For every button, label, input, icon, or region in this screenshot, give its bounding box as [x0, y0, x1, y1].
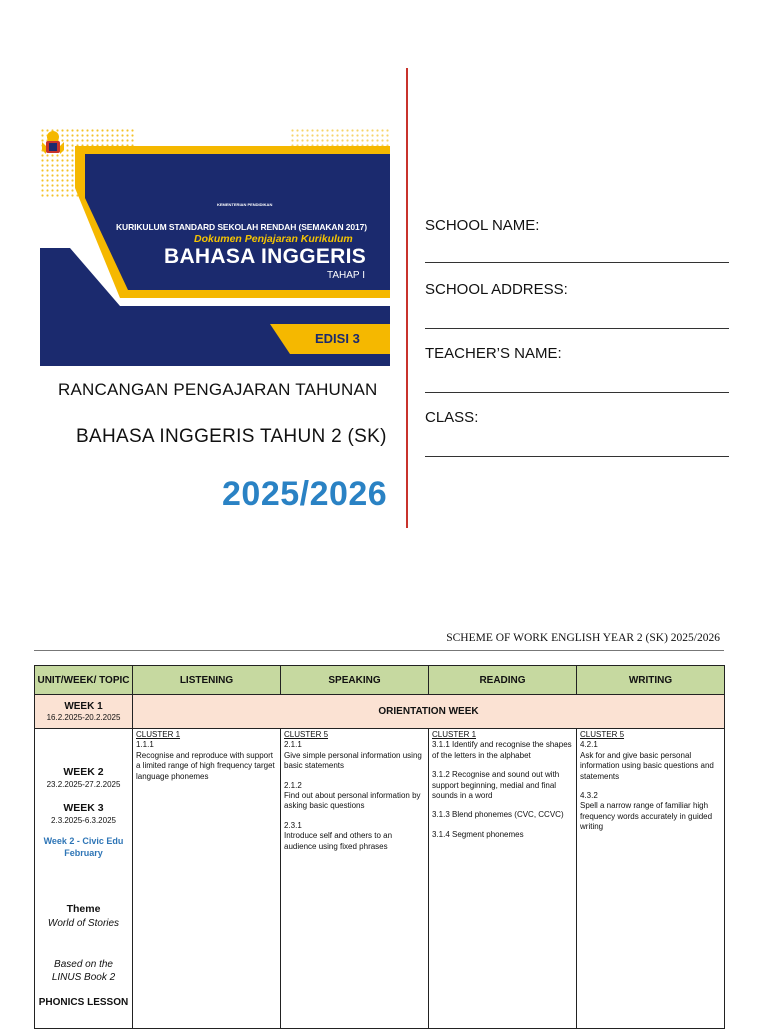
listening-code: 1.1.1 [136, 740, 154, 750]
listening-text: Recognise and reproduce with support a limited range of high frequency target language phonemes [136, 750, 275, 781]
cover-divider [406, 68, 408, 528]
week2-label: WEEK 2 [63, 766, 104, 778]
table-row [35, 729, 725, 1029]
civic-edu-note: Week 2 - Civic Edu February [43, 836, 124, 858]
banner-document: Dokumen Penjajaran Kurikulum [194, 233, 353, 245]
listening-cell [133, 729, 281, 1029]
listening-cluster: CLUSTER 1 [136, 730, 181, 739]
scheme-table [34, 665, 725, 1029]
speaking-cell [281, 729, 429, 1029]
reading-cell [429, 729, 577, 1029]
based-on-note: Based on the LINUS Book 2 [51, 959, 116, 984]
theme-value: World of Stories [47, 918, 120, 930]
theme-label: Theme [66, 903, 101, 916]
teacher-name-line[interactable] [425, 392, 729, 393]
writing-cluster: CLUSTER 5 [580, 730, 625, 739]
speaking-code-1: 2.1.1 [284, 740, 302, 750]
banner-subject: BAHASA INGGERIS [164, 245, 367, 268]
document-title: RANCANGAN PENGAJARAN TAHUNAN [58, 380, 378, 399]
class-line[interactable] [425, 456, 729, 457]
speaking-code-3: 2.3.1 [284, 820, 302, 830]
speaking-text-3: Introduce self and others to an audience using fixed phrases [284, 831, 393, 851]
class-label: CLASS: [425, 409, 479, 426]
teacher-name-label: TEACHER’S NAME: [425, 345, 562, 362]
col-reading: READING [429, 666, 577, 695]
table-header-row [35, 666, 725, 695]
speaking-code-2: 2.1.2 [284, 780, 302, 790]
scheme-header: SCHEME OF WORK ENGLISH YEAR 2 (SK) 2025/2026 [446, 632, 720, 644]
school-address-label: SCHOOL ADDRESS: [425, 281, 568, 298]
reading-item-3: 3.1.3 Blend phonemes (CVC, CCVC) [432, 810, 564, 820]
week3-label: WEEK 3 [63, 802, 104, 815]
week2-3-cell [35, 729, 133, 1029]
banner-ministry: KEMENTERIAN PENDIDIKAN [217, 202, 273, 207]
week3-dates: 2.3.2025-6.3.2025 [51, 815, 116, 825]
speaking-cluster: CLUSTER 5 [284, 730, 329, 739]
scheme-rule [34, 650, 724, 651]
writing-code-2: 4.3.2 [580, 790, 598, 800]
week1-label: WEEK 1 [64, 700, 103, 712]
week2-dates: 23.2.2025-27.2.2025 [46, 779, 121, 789]
col-speaking: SPEAKING [281, 666, 429, 695]
school-address-line[interactable] [425, 328, 729, 329]
col-listening: LISTENING [133, 666, 281, 695]
speaking-text-2: Find out about personal information by asking basic questions [284, 790, 421, 811]
week1-dates: 16.2.2025-20.2.2025 [46, 712, 121, 722]
phonics-lesson: PHONICS LESSON [38, 997, 129, 1009]
ministry-crest-icon [40, 128, 66, 160]
writing-text-1: Ask for and give basic personal information using basic questions and statements [580, 750, 714, 781]
banner-curriculum: KURIKULUM STANDARD SEKOLAH RENDAH (SEMAKAN 2017) [116, 222, 367, 232]
banner-edition: EDISI 3 [315, 331, 360, 346]
week1-cell [35, 695, 133, 729]
cover-banner [40, 128, 390, 366]
writing-text-2: Spell a narrow range of familiar high frequency words accurately in guided writing [580, 801, 713, 832]
school-name-label: SCHOOL NAME: [425, 217, 540, 234]
banner-level: TAHAP I [327, 270, 365, 281]
writing-code-1: 4.2.1 [580, 740, 598, 750]
orientation-week: ORIENTATION WEEK [133, 695, 725, 729]
academic-year: 2025/2026 [222, 475, 388, 513]
table-row [35, 695, 725, 729]
writing-cell [577, 729, 725, 1029]
reading-item-4: 3.1.4 Segment phonemes [432, 829, 524, 839]
subject-title: BAHASA INGGERIS TAHUN 2 (SK) [76, 426, 387, 447]
speaking-text-1: Give simple personal information using basic statements [284, 750, 422, 771]
col-unit-week-topic: UNIT/WEEK/ TOPIC [35, 666, 133, 695]
reading-cluster: CLUSTER 1 [432, 730, 477, 739]
col-writing: WRITING [577, 666, 725, 695]
reading-item-1: 3.1.1 Identify and recognise the shapes of the letters in the alphabet [432, 740, 572, 760]
school-name-line[interactable] [425, 262, 729, 263]
reading-item-2: 3.1.2 Recognise and sound out with support beginning, medial and final sounds in a word [432, 770, 560, 800]
